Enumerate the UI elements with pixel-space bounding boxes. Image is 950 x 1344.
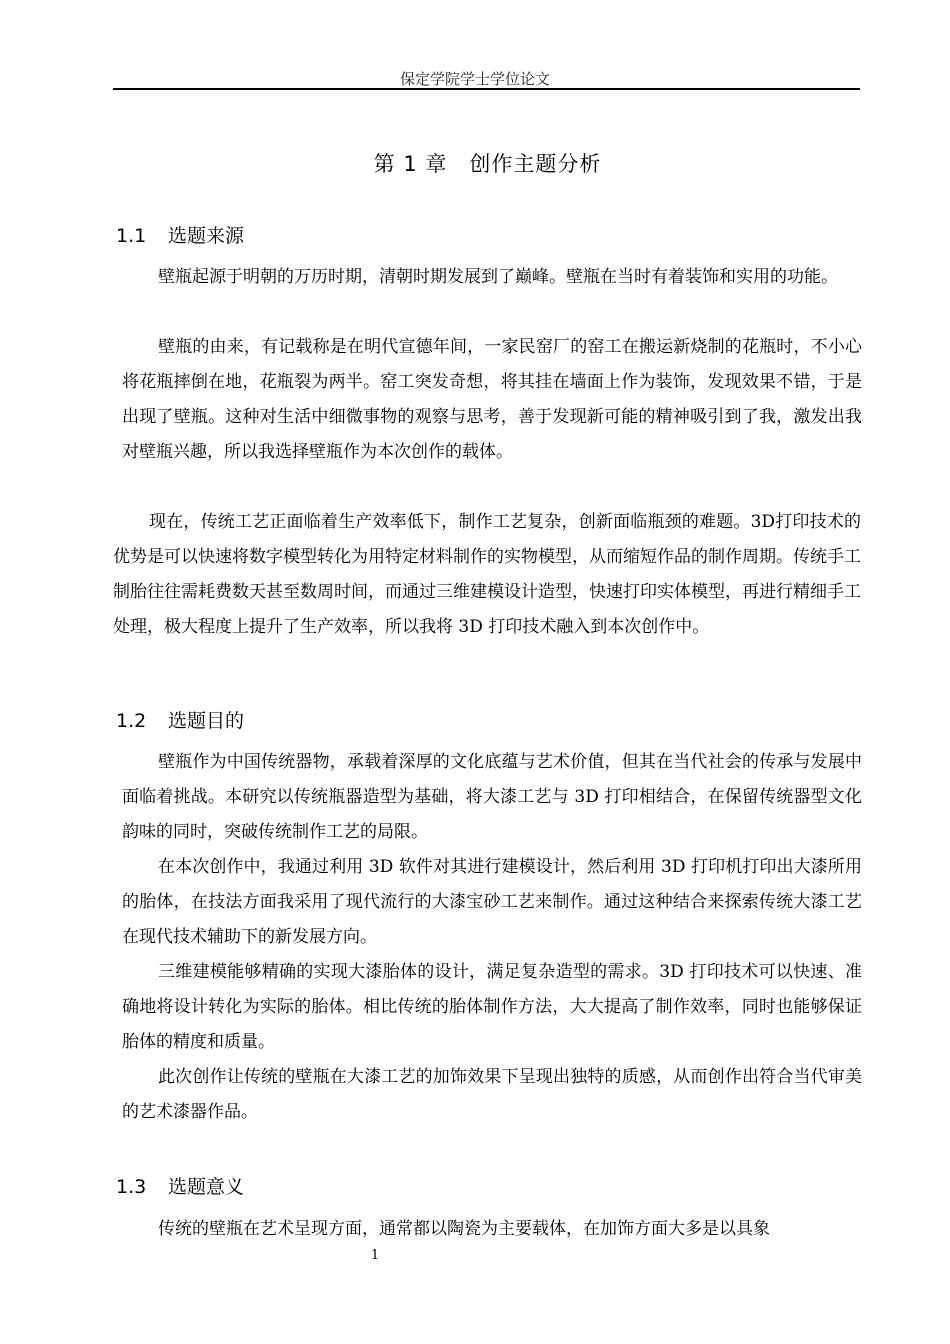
- section-number: 1.2: [116, 710, 147, 732]
- section-heading-1-2: [116, 706, 244, 733]
- header-title: 保定学院学士学位论文: [399, 70, 550, 88]
- section-number: 1.1: [116, 225, 147, 247]
- paragraph: 壁瓶的由来，有记载称是在明代宣德年间，一家民窑厂的窑工在搬运新烧制的花瓶时，不小心将花瓶摔倒在地，花瓶裂为两半。窑工突发奇想，将其挂在墙面上作为装饰，发现效果不错，于是出现了壁瓶。这种对生活中细微事物的观察与思考，善于发现新可能的精神吸引到了我，激发出我对壁瓶兴趣，所以我选择壁瓶作为本次创作的载体。: [122, 337, 862, 462]
- section-number: 1.3: [116, 1176, 147, 1198]
- paragraph: 壁瓶起源于明朝的万历时期，清朝时期发展到了巅峰。壁瓶在当时有着装饰和实用的功能。: [158, 267, 838, 287]
- section-title: 选题目的: [168, 710, 245, 732]
- paragraph: 传统的壁瓶在艺术呈现方面，通常都以陶瓷为主要载体，在加饰方面大多是以具象: [158, 1219, 770, 1239]
- paragraph: 三维建模能够精确的实现大漆胎体的设计，满足复杂造型的需求。3D 打印技术可以快速、准确地将设计转化为实际的胎体。相比传统的胎体制作方法，大大提高了制作效率，同时也能够保证胎体的精度和质量。: [122, 962, 862, 1052]
- header-rule: [113, 88, 860, 90]
- paragraph: 现在，传统工艺正面临着生产效率低下，制作工艺复杂，创新面临瓶颈的难题。3D打印技术的优势是可以快速将数字模型转化为用特定材料制作的实物模型，从而缩短作品的制作周期。传统手工制胎往往需耗费数天甚至数周时间，而通过三维建模设计造型，快速打印实体模型，再进行精细手工处理，极大程度上提升了生产效率，所以我将 3D 打印技术融入到本次创作中。: [113, 512, 861, 637]
- section-heading-1-1: [116, 221, 244, 248]
- chapter-title: 第 1 章 创作主题分析: [373, 152, 602, 176]
- paragraph: 壁瓶作为中国传统器物，承载着深厚的文化底蕴与艺术价值，但其在当代社会的传承与发展中面临着挑战。本研究以传统瓶器造型为基础，将大漆工艺与 3D 打印相结合，在保留传统器型文化韵味的同时，突破传统制作工艺的局限。: [122, 752, 862, 842]
- section-heading-1-3: [116, 1172, 244, 1199]
- paragraph: 此次创作让传统的壁瓶在大漆工艺的加饰效果下呈现出独特的质感，从而创作出符合当代审美的艺术漆器作品。: [122, 1067, 862, 1122]
- section-title: 选题来源: [168, 225, 245, 247]
- paragraph: 在本次创作中，我通过利用 3D 软件对其进行建模设计，然后利用 3D 打印机打印出大漆所用的胎体，在技法方面我采用了现代流行的大漆宝砂工艺来制作。通过这种结合来探索传统大漆工艺在现代技术辅助下的新发展方向。: [122, 857, 862, 947]
- section-title: 选题意义: [168, 1176, 245, 1198]
- page-number: 1: [370, 1248, 380, 1263]
